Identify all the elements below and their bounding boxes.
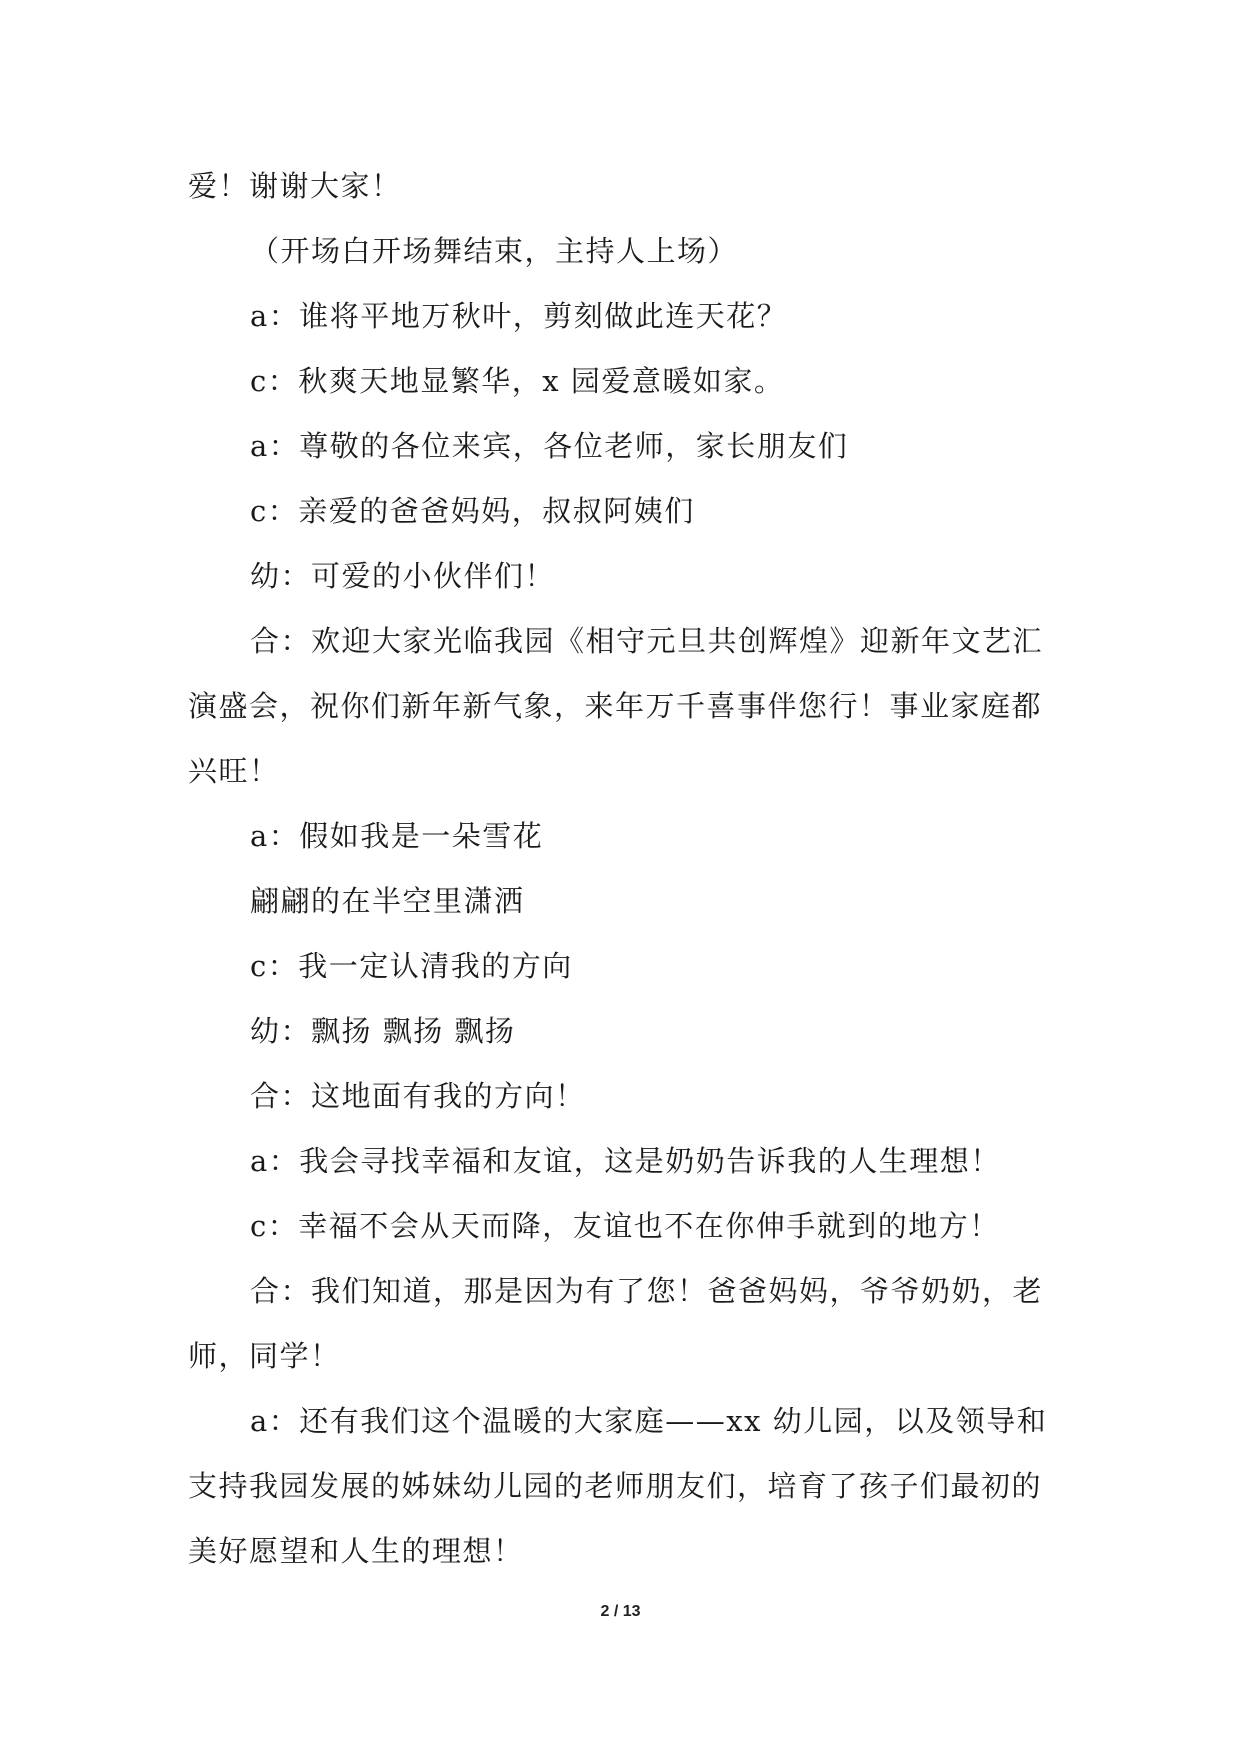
paragraph: c：秋爽天地显繁华，x 园爱意暖如家。 bbox=[250, 364, 785, 398]
paragraph: （开场白开场舞结束，主持人上场） bbox=[250, 234, 739, 268]
paragraph: 爱！谢谢大家！ bbox=[188, 169, 402, 203]
paragraph: 幼：飘扬 飘扬 飘扬 bbox=[250, 1014, 516, 1048]
paragraph: 合：这地面有我的方向！ bbox=[250, 1079, 586, 1113]
paragraph: a：尊敬的各位来宾，各位老师，家长朋友们 bbox=[250, 429, 849, 463]
paragraph: a：假如我是一朵雪花 bbox=[250, 819, 544, 853]
paragraph: c：幸福不会从天而降，友谊也不在你伸手就到的地方！ bbox=[250, 1209, 1000, 1243]
paragraph: a：还有我们这个温暖的大家庭——xx 幼儿园，以及领导和支持我园发展的姊妹幼儿园的老师朋友们，培育了孩子们最初的美好愿望和人生的理想！ bbox=[188, 1404, 1048, 1568]
paragraph: a：谁将平地万秋叶，剪刻做此连天花？ bbox=[250, 299, 788, 333]
body-text bbox=[188, 154, 1060, 1584]
paragraph: 合：欢迎大家光临我园《相守元旦共创辉煌》迎新年文艺汇演盛会，祝你们新年新气象，来年万千喜事伴您行！事业家庭都兴旺！ bbox=[188, 624, 1044, 788]
paragraph: 合：我们知道，那是因为有了您！爸爸妈妈，爷爷奶奶，老师，同学！ bbox=[188, 1274, 1044, 1373]
paragraph: a：我会寻找幸福和友谊，这是奶奶告诉我的人生理想！ bbox=[250, 1144, 1001, 1178]
paragraph: 幼：可爱的小伙伴们！ bbox=[250, 559, 556, 593]
paragraph: c：我一定认清我的方向 bbox=[250, 949, 573, 983]
page-number: 2 / 13 bbox=[600, 1603, 641, 1620]
paragraph: c：亲爱的爸爸妈妈，叔叔阿姨们 bbox=[250, 494, 695, 528]
paragraph: 翩翩的在半空里潇洒 bbox=[250, 884, 525, 918]
